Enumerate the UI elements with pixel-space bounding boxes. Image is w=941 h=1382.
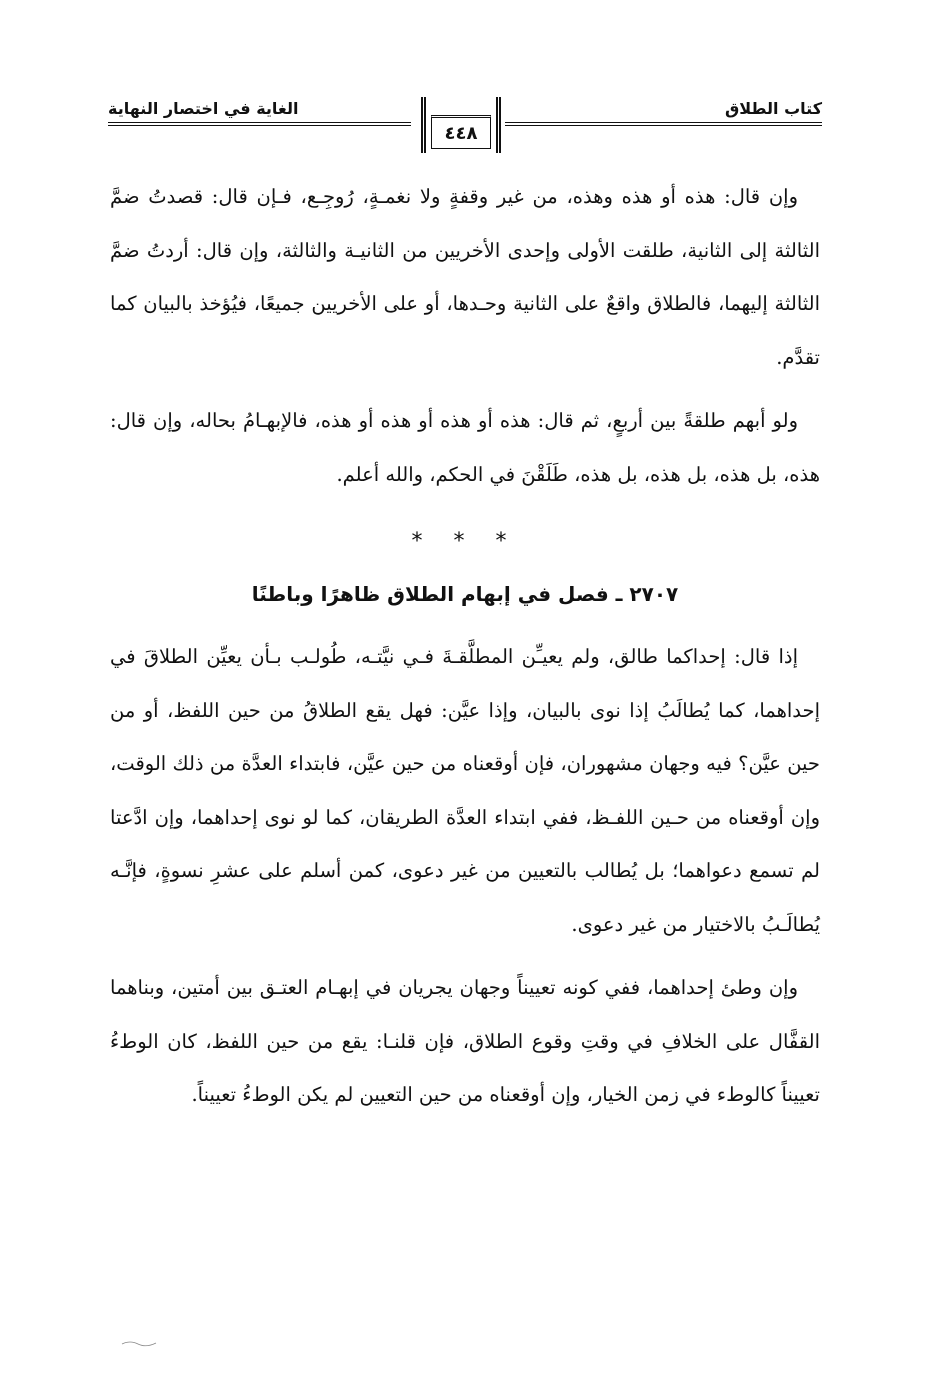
page-number: ٤٤٨ — [431, 115, 491, 149]
section-heading: ٢٧٠٧ ـ فصل في إبهام الطلاق ظاهرًا وباطنًا — [251, 582, 679, 606]
header-rule-left — [108, 122, 411, 126]
book-chapter-title: كتاب الطلاق — [724, 99, 822, 118]
paragraph-4: وإن وطئ إحداهما، ففي كونه تعييناً وجهان يجريان في إبهـام العتـق بين أمتين، وبناهما القفَّال على الخلافِ في وقتِ وقوع الطلاق، فإن قلنـا: يقع من حين اللفظ، كان الوطءُ تعييناً كالوطء في زمن الخيار، وإن أوقعناه من حين التعيين لم يكن الوطءُ تعييناً. — [110, 976, 820, 1106]
paragraph-gap — [110, 384, 820, 394]
section-separator: * * * — [411, 529, 519, 554]
paragraph-2: ولو أبهم طلقةً بين أربعٍ، ثم قال: هذه أو هذه أو هذه أو هذه، فالإبهـامُ بحاله، وإن قال: هذه، بل هذه، بل هذه، بل هذه، طَلَقْنَ في الحكم، والله أعلم. — [110, 409, 820, 486]
page-body — [110, 170, 820, 1122]
book-title: الغاية في اختصار النهاية — [108, 99, 299, 118]
footer-scan-mark — [120, 1338, 160, 1348]
paragraph-gap — [110, 951, 820, 961]
paragraph-1: وإن قال: هذه أو هذه وهذه، من غير وقفةٍ ولا نغمـةٍ، رُوجِـع، فـإن قال: قصدتُ ضمَّ الثالثة إلى الثانية، طلقت الأولى وإحدى الأخريين من الثانيـة والثالثة، وإن قال: أردتُ ضمَّ الثالثة إليهما، فالطلاق واقعٌ على الثانية وحـدها، أو على الأخريين جميعًا، فيُؤخذ بالبيان كما تقدَّم. — [110, 185, 820, 369]
header-rule-right — [505, 122, 822, 126]
paragraph-3: إذا قال: إحداكما طالق، ولم يعيـِّن المطلَّقـةَ فـي نيَّتـه، طُولـب بـأن يعيِّن الطلاقَ في إحداهما، كما يُطالَبُ إذا نوى بالبيان، وإذا عيَّن: فهل يقع الطلاقُ من حين اللفظ، أو من حين عيَّن؟ فيه وجهان مشهوران، فإن أوقعناه من حين عيَّن، فابتداء العدَّة من ذلك الوقت، وإن أوقعناه من حـين اللفـظ، ففي ابتداء العدَّة الطريقان، كما لو نوى إحداهما، وإن ادَّعتا لم تسمع دعواهما؛ بل يُطالب بالتعيين من غير دعوى، كمن أسلم على عشرِ نسوةٍ، فإنَّـه يُطالَـبُ بالاختيار من غير دعوى. — [110, 645, 820, 936]
page-number-frame — [421, 97, 501, 153]
running-header — [108, 95, 822, 155]
